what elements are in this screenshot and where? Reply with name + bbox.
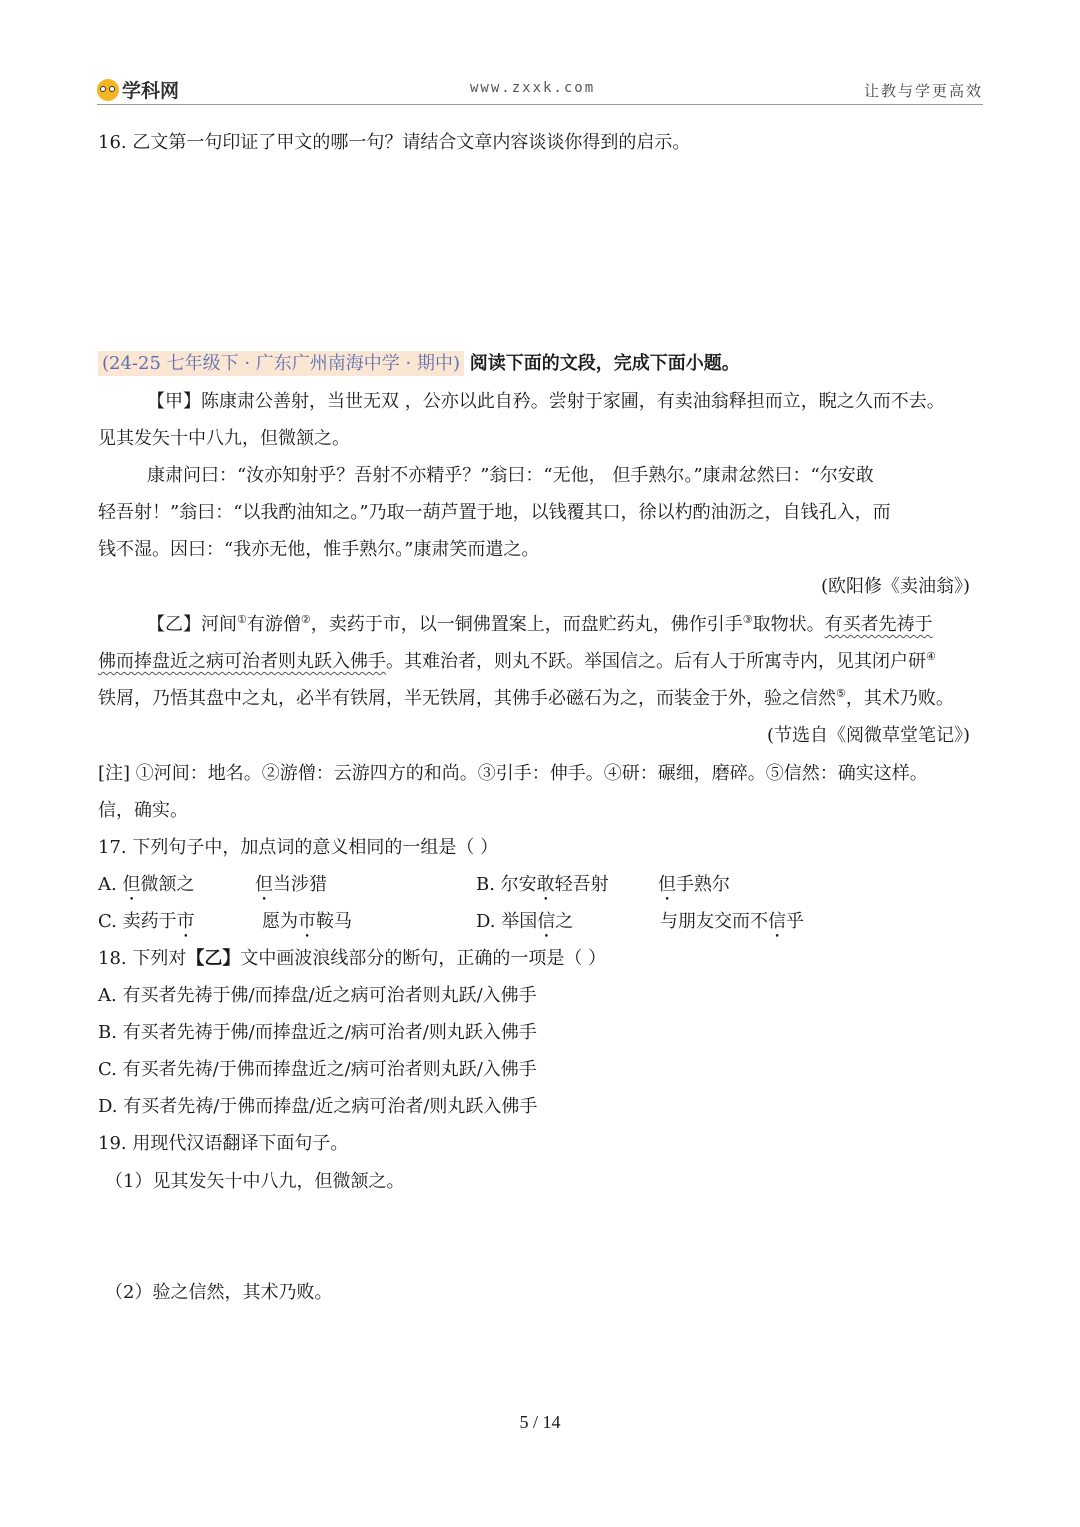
q18-option-b[interactable]: B. 有买者先祷于佛/而捧盘近之/病可治者/则丸跃入佛手	[98, 1022, 537, 1043]
q18-option-d[interactable]: D. 有买者先祷/于佛而捧盘/近之病可治者/则丸跃入佛手	[98, 1096, 538, 1117]
page-number: 5 / 14	[519, 1412, 561, 1432]
section-instruction: 阅读下面的文段，完成下面小题。	[469, 353, 740, 374]
q17-option-c[interactable]: C. 卖药于市	[98, 911, 195, 932]
q17-option-b-pair: 但手熟尔	[658, 874, 730, 895]
yi-line-1: 【乙】河间①有游僧②，卖药于市，以一铜佛置案上，而盘贮药丸，佛作引手③取物状。有买者先祷于	[147, 613, 933, 635]
yi-line-3: 铁屑，乃悟其盘中之丸，必半有铁屑，半无铁屑，其佛手必磁石为之，而装金于外，验之信然⑤，其术乃败。	[98, 687, 954, 709]
yi-line-2: 佛而捧盘近之病可治者则丸跃入佛手。其难治者，则丸不跃。举国信之。后有人于所寓寺内，见其闭户研④	[98, 650, 936, 672]
jia-line-1: 【甲】陈康肃公善射，当世无双 ，公亦以此自矜。尝射于家圃，有卖油翁释担而立，睨之久而不去。	[147, 391, 945, 412]
wavy-underline-part-1: 有买者先祷于	[824, 614, 933, 635]
q17-option-a-pair: 但当涉猎	[255, 874, 327, 895]
site-url[interactable]: www.zxxk.com	[470, 80, 596, 96]
question-18-stem: 18. 下列对【乙】文中画波浪线部分的断句，正确的一项是（ ）	[98, 948, 607, 969]
site-slogan: 让教与学更高效	[863, 82, 983, 100]
logo-text: 学科网	[122, 80, 180, 102]
q18-option-c[interactable]: C. 有买者先祷/于佛而捧盘近之/病可治者则丸跃/入佛手	[98, 1059, 537, 1080]
jia-line-5: 钱不湿。因曰：“我亦无他，惟手熟尔。”康肃笑而遣之。	[98, 539, 540, 560]
yi-source: (节选自《阅微草堂笔记》)	[766, 725, 970, 746]
jia-line-2: 见其发矢十中八九，但微颔之。	[98, 428, 350, 449]
jia-line-4: 轻吾射！”翁曰：“以我酌油知之。”乃取一葫芦置于地，以钱覆其口，徐以杓酌油沥之，自钱孔入，而	[98, 502, 891, 523]
question-17-stem: 17. 下列句子中，加点词的意义相同的一组是（ ）	[98, 837, 499, 858]
jia-line-3: 康肃问曰：“汝亦知射乎？吾射不亦精乎？”翁曰：“无他， 但手熟尔。”康肃忿然曰：“尔安敢	[147, 465, 874, 486]
q19-sentence-1: （1）见其发矢十中八九，但微颔之。	[105, 1171, 405, 1192]
q17-option-d[interactable]: D. 举国信之	[476, 911, 574, 932]
question-19-stem: 19. 用现代汉语翻译下面句子。	[98, 1133, 349, 1154]
question-16: 16. 乙文第一句印证了甲文的哪一句？请结合文章内容谈谈你得到的启示。	[98, 132, 691, 153]
q17-option-b[interactable]: B. 尔安敢轻吾射	[476, 874, 609, 895]
wavy-underline-part-2: 佛而捧盘近之病可治者则丸跃入佛手	[98, 651, 386, 672]
section-heading	[98, 351, 740, 377]
q18-option-a[interactable]: A. 有买者先祷于佛/而捧盘/近之病可治者则丸跃/入佛手	[98, 985, 537, 1006]
page-header	[97, 74, 983, 105]
q19-sentence-2: （2）验之信然，其术乃败。	[105, 1282, 333, 1303]
notes-line-2: 信，确实。	[98, 800, 188, 821]
source-tag: (24-25 七年级下 · 广东广州南海中学 · 期中)	[98, 351, 464, 376]
jia-source: (欧阳修《卖油翁》)	[820, 576, 970, 597]
q17-option-a[interactable]: A. 但微颔之	[98, 874, 195, 895]
notes-line-1: [注] ①河间：地名。②游僧：云游四方的和尚。③引手：伸手。④研：碾细，磨碎。⑤信然：确实这样。	[98, 763, 928, 784]
q17-option-d-pair: 与朋友交而不信乎	[660, 911, 804, 932]
q17-option-c-pair: 愿为市鞍马	[262, 911, 352, 932]
site-logo[interactable]	[97, 76, 179, 103]
owl-logo-icon	[97, 79, 119, 101]
